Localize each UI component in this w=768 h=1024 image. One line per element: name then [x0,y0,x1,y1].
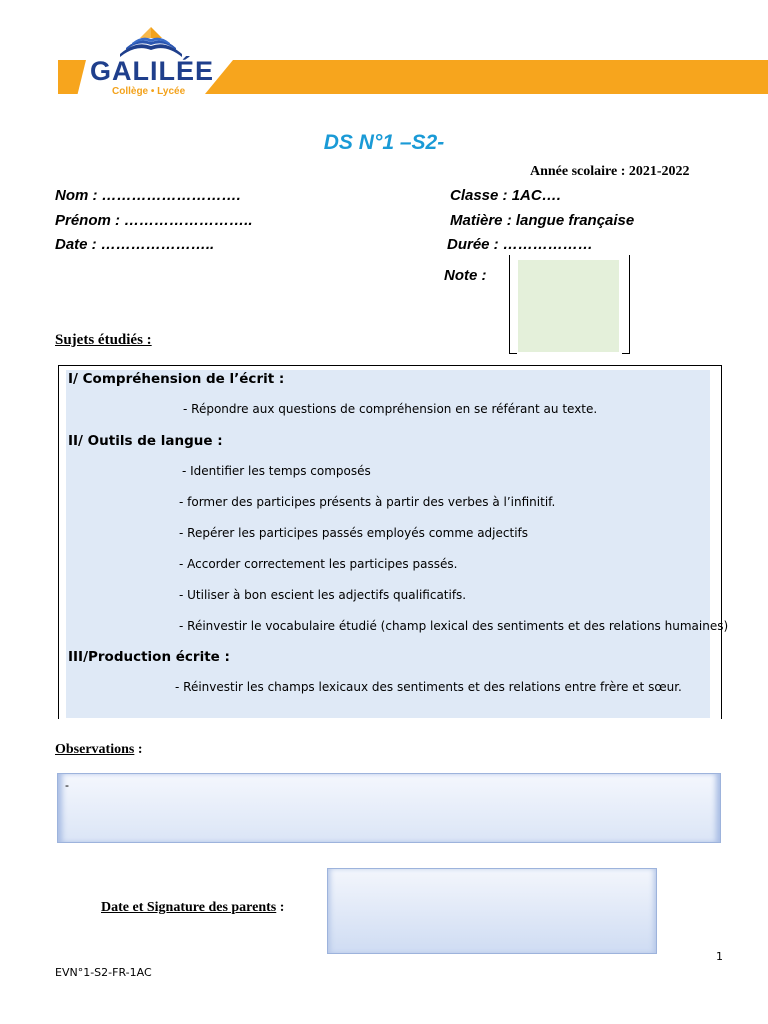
classe-field: Classe : 1AC…. [450,187,561,204]
observations-content: - [65,778,69,792]
section-heading-comprehension: I/ Compréhension de l’écrit : [68,371,285,387]
school-year: Année scolaire : 2021-2022 [530,164,690,179]
list-item: - Répondre aux questions de compréhension en se référant au texte. [183,402,598,416]
sujets-label: Sujets étudiés : [55,332,152,348]
page-title: DS N°1 –S2- [323,131,445,154]
list-item: - Repérer les participes passés employés comme adjectifs [179,526,529,540]
list-item: - Accorder correctement les participes passés. [179,557,458,571]
nom-field: Nom : ………………………. [55,187,241,204]
list-item: - Identifier les temps composés [182,464,371,478]
observations-box[interactable] [57,773,721,843]
header-band-left [58,60,86,94]
logo-subtitle: Collège • Lycée [112,86,186,97]
subjects-box [66,370,710,718]
list-item: - Réinvestir les champs lexicaux des sentiments et des relations entre frère et sœur. [175,680,682,694]
section-heading-production: III/Production écrite : [68,649,230,665]
header-band [205,60,768,94]
matiere-field: Matière : langue française [450,212,635,229]
prenom-field: Prénom : …………………….. [55,212,253,229]
observations-label-text: Observations [55,742,135,757]
signature-label [101,900,284,916]
footer-code: EVN°1-S2-FR-1AC [55,966,152,979]
note-label: Note : [444,267,487,284]
signature-label-text: Date et Signature des parents [101,900,277,915]
logo-book-icon [118,24,184,58]
signature-box[interactable] [327,868,657,954]
date-field: Date : ………………….. [55,236,215,253]
logo-name: GALILÉE [90,56,215,86]
section-heading-outils: II/ Outils de langue : [68,433,223,449]
observations-label-suffix: : [134,742,143,757]
observations-label [55,742,143,758]
page-number: 1 [716,950,723,963]
note-box-frame [509,255,630,354]
list-item: - Utiliser à bon escient les adjectifs qualificatifs. [179,588,467,602]
list-item: - Réinvestir le vocabulaire étudié (champ lexical des sentiments et des relations humaines) [179,619,729,633]
list-item: - former des participes présents à partir des verbes à l’infinitif. [179,495,556,509]
duree-field: Durée : ……………… [447,236,593,253]
signature-label-suffix: : [276,900,285,915]
